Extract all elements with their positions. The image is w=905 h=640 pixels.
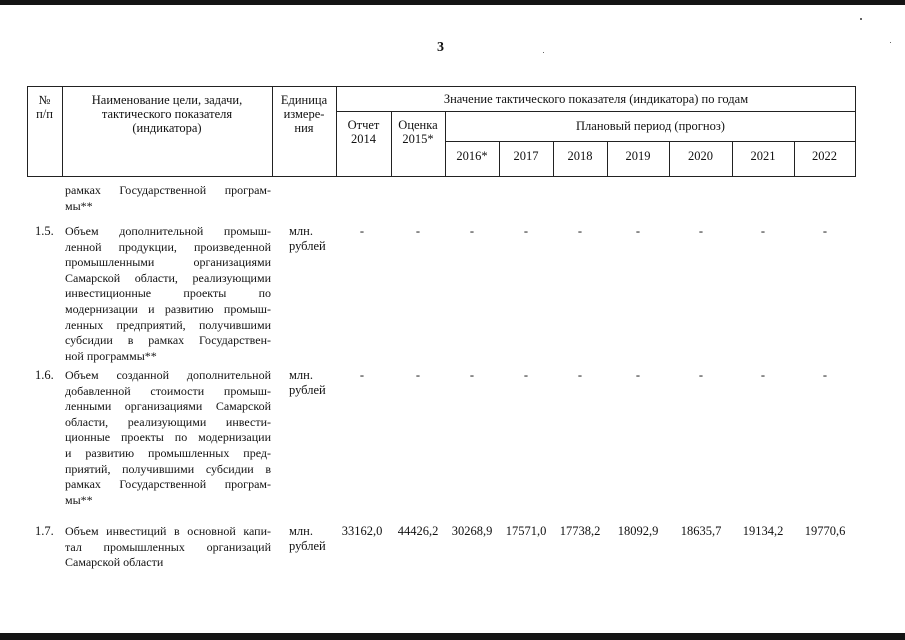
header-year: 2021 (750, 149, 776, 163)
row-indicator-name (65, 224, 271, 364)
indicator-name-line: тал промышленных организаций (65, 539, 271, 554)
indicator-name-line: приятий, получившими субсидии в (65, 461, 271, 476)
scan-top-edge (0, 0, 905, 5)
row-value: - (523, 224, 529, 238)
indicator-name-line: ленных предприятий, получившими (65, 317, 271, 332)
indicator-name-line: Объем инвестиций в основной капи- (65, 524, 271, 538)
header-year: 2019 (625, 149, 651, 163)
row-value: - (822, 368, 828, 382)
scan-speck (890, 42, 891, 43)
row-value: - (523, 368, 529, 382)
row-value: 19770,6 (804, 524, 846, 538)
indicator-name-line: промышленными организациями (65, 255, 271, 270)
table-header (27, 86, 856, 177)
row-value: - (760, 368, 766, 382)
header-col-values: Значение тактического показателя (индикатора) по годам (443, 92, 749, 106)
row-value: 18635,7 (680, 524, 722, 538)
row-indicator-name (65, 368, 271, 508)
header-col-number: № п/п (36, 93, 53, 121)
indicator-name-line: мы** (65, 198, 93, 213)
row-value: 33162,0 (341, 524, 383, 538)
indicator-name-line: ленной продукции, произведенной (65, 239, 271, 254)
indicator-name-line: рамках Государственной програм- (65, 477, 271, 492)
row-value: - (760, 224, 766, 238)
row-value: - (359, 224, 365, 238)
row-value: - (469, 368, 475, 382)
row-value: 17571,0 (505, 524, 547, 538)
row-unit: млн. рублей (289, 368, 326, 397)
indicator-name-line: ленными организациями Самарской (65, 399, 271, 414)
indicator-name-line: области, реализующими инвести- (65, 414, 271, 429)
indicator-name-line: инвестиционные проекты по (65, 286, 271, 301)
indicator-name-line: Самарской области, реализующими (65, 270, 271, 285)
header-year: 2022 (812, 149, 837, 163)
row-value: - (635, 368, 641, 382)
row-value: - (359, 368, 365, 382)
indicator-name-line: Объем дополнительной промыш- (65, 224, 271, 238)
row-indicator-name (65, 183, 271, 214)
scan-speck (543, 52, 544, 53)
header-col-report-2014: Отчет 2014 (347, 118, 380, 146)
row-value: - (698, 368, 704, 382)
header-col-name: Наименование цели, задачи, тактического показателя (индикатора) (91, 93, 243, 135)
row-unit: млн. рублей (289, 524, 326, 553)
indicator-name-line: и развитию промышленных пред- (65, 445, 271, 460)
header-col-estimate-2015: Оценка 2015* (398, 118, 438, 146)
row-value: 44426,2 (397, 524, 439, 538)
row-indicator-name (65, 524, 271, 571)
page-number: 3 (437, 40, 444, 55)
row-value: - (469, 224, 475, 238)
header-year: 2018 (567, 149, 593, 163)
row-value: - (577, 224, 583, 238)
header-year: 2020 (688, 149, 713, 163)
indicator-name-line: ционные проекты по модернизации (65, 430, 271, 445)
row-value: - (415, 224, 421, 238)
scan-bottom-edge (0, 633, 905, 640)
header-col-unit: Единица измере- ния (280, 93, 328, 135)
row-value: 30268,9 (451, 524, 493, 538)
indicator-name-line: субсидии в рамках Государствен- (65, 333, 271, 348)
row-value: 17738,2 (559, 524, 601, 538)
header-year: 2017 (513, 149, 539, 163)
indicator-name-line: Самарской области (65, 555, 164, 570)
row-value: - (635, 224, 641, 238)
indicator-name-line: добавленной стоимости промыш- (65, 383, 271, 398)
row-number: 1.5. (35, 224, 54, 238)
row-value: 18092,9 (617, 524, 659, 538)
row-number: 1.7. (35, 524, 54, 538)
row-value: - (577, 368, 583, 382)
indicator-name-line: ной программы** (65, 348, 157, 363)
row-value: 19134,2 (742, 524, 784, 538)
indicator-name-line: Объем созданной дополнительной (65, 368, 271, 382)
row-number: 1.6. (35, 368, 54, 382)
header-col-plan-period: Плановый период (прогноз) (576, 119, 725, 133)
indicator-name-line: рамках Государственной програм- (65, 183, 271, 197)
scan-speck (860, 18, 862, 20)
row-value: - (698, 224, 704, 238)
row-value: - (822, 224, 828, 238)
indicator-name-line: мы** (65, 492, 93, 507)
indicator-name-line: модернизации и развитию промыш- (65, 301, 271, 316)
row-unit: млн. рублей (289, 224, 326, 253)
row-value: - (415, 368, 421, 382)
header-year: 2016* (456, 149, 488, 163)
